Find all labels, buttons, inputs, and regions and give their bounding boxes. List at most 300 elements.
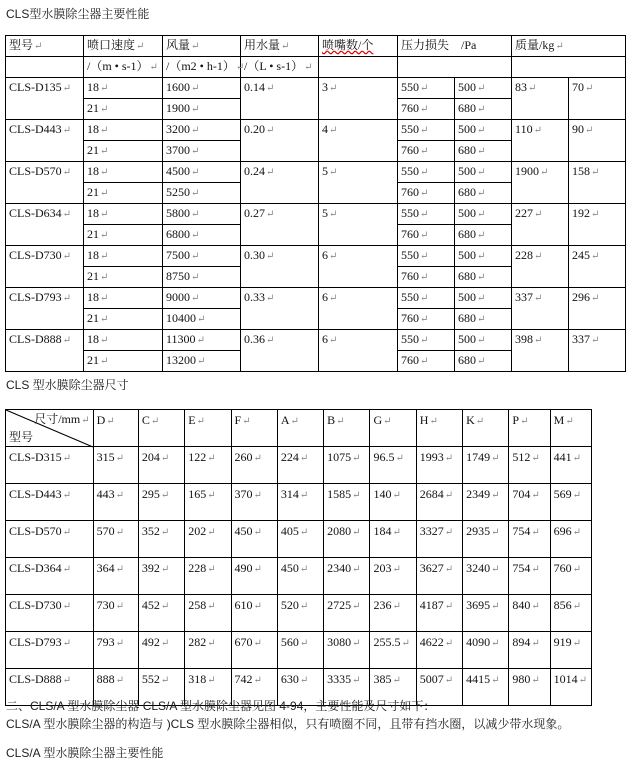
paragraph-mark-icon: ↵ [401,638,410,649]
model-cell [6,288,84,330]
dimension-value-cell [231,595,277,632]
air-volume-cell-text: 10400 [166,311,196,325]
dimension-value-cell [509,595,550,632]
dimension-value-cell-text: 840 [512,598,531,612]
paragraph-mark-icon: ↵ [299,527,309,538]
pressure-loss-b-cell-text: 680 [458,227,476,241]
dimension-value-cell-text: 315 [96,450,115,464]
mass-a-cell [512,246,569,288]
dimension-column-header-text: D [96,413,106,427]
dimension-table-body [6,410,592,706]
paragraph-mark-icon: ↵ [477,335,486,346]
paragraph-mark-icon: ↵ [444,490,454,501]
mass-b-cell-text: 337 [572,332,591,346]
dimension-column-header [463,410,509,447]
paragraph-mark-icon: ↵ [491,490,500,501]
paragraph-mark-icon: ↵ [100,125,109,136]
paragraph-mark-icon: ↵ [160,638,170,649]
paragraph-mark-icon: ↵ [299,638,309,649]
mass-b-cell [569,78,626,120]
speed-cell [84,99,163,120]
pressure-loss-a-cell [398,246,455,267]
mass-b-cell [569,246,626,288]
dimension-value-cell [509,521,550,558]
paragraph-mark-icon: ↵ [534,251,543,262]
dimension-value-cell-text: 405 [280,524,299,538]
dimension-column-header [416,410,462,447]
water-usage-cell [241,288,319,330]
paragraph-mark-icon: ↵ [329,167,338,178]
dimension-value-cell-text: 5007 [419,672,444,686]
dimension-value-cell [416,447,462,484]
paragraph-mark-icon: ↵ [572,638,582,649]
air-volume-cell [163,225,241,246]
paragraph-mark-icon: ↵ [115,601,124,612]
dimension-value-cell [93,447,138,484]
nozzle-count-cell-text: 6 [322,290,328,304]
paragraph-mark-icon: ↵ [352,675,361,686]
pressure-loss-a-cell [398,141,455,162]
air-volume-cell-text: 4500 [166,164,190,178]
paragraph-mark-icon: ↵ [253,490,262,501]
pressure-loss-a-cell-text: 760 [401,311,419,325]
dimension-value-cell-text: 560 [280,635,299,649]
paragraph-mark-icon: ↵ [336,416,345,427]
paragraph-mark-icon: ↵ [100,272,109,283]
paragraph-mark-icon: ↵ [62,209,72,220]
paragraph-mark-icon: ↵ [191,146,200,157]
dimension-value-cell-text: 3335 [327,672,352,686]
paragraph-mark-icon: ↵ [62,251,72,262]
paragraph-mark-icon: ↵ [62,490,72,501]
paragraph-mark-icon: ↵ [392,490,401,501]
header-air: 风量↵ [163,36,241,57]
model-cell [6,330,84,372]
paragraph-mark-icon: ↵ [477,167,486,178]
dimension-value-cell-text: 569 [553,487,572,501]
paragraph-mark-icon: ↵ [444,527,454,538]
section1-title: CLS型水膜除尘器主要性能 [6,7,150,21]
performance-table [5,35,626,372]
dimension-value-cell-text: 258 [188,598,207,612]
dimension-value-cell-text: 2684 [419,487,444,501]
mass-a-cell-text: 110 [515,122,533,136]
paragraph-mark-icon: ↵ [352,527,361,538]
dimension-value-cell-text: 570 [96,524,115,538]
dimension-row [6,521,592,558]
paragraph-mark-icon: ↵ [115,638,124,649]
pressure-loss-a-cell-text: 550 [401,164,419,178]
dimension-value-cell-text: 236 [373,598,392,612]
dimension-value-cell-text: 704 [512,487,531,501]
dimension-corner-cell [6,410,94,447]
dimension-value-cell [231,484,277,521]
dimension-value-cell-text: 4415 [466,672,491,686]
pressure-loss-a-cell-text: 760 [401,269,419,283]
dimension-value-cell [185,558,231,595]
dimension-value-cell-text: 1075 [327,450,352,464]
corner-size-label: 尺寸/mm↵ [34,412,90,426]
dimension-value-cell-text: 96.5 [373,450,395,464]
performance-row [6,78,626,99]
dimension-value-cell-text: 441 [553,450,572,464]
speed-cell [84,246,163,267]
paragraph-mark-icon: ↵ [100,356,109,367]
paragraph-mark-icon: ↵ [299,564,309,575]
speed-cell-text: 18 [87,290,99,304]
pressure-loss-b-cell [455,120,512,141]
dimension-model-cell-text: CLS-D443 [9,487,62,501]
speed-cell-text: 18 [87,122,99,136]
pressure-loss-a-cell-text: 550 [401,206,419,220]
unit-air: /（m2 • h-1）↵ [163,57,241,78]
dimension-column-header-text: C [141,413,150,427]
dimension-value-cell [138,447,184,484]
pressure-loss-a-cell-text: 760 [401,227,419,241]
dimension-model-cell [6,484,94,521]
dimension-value-cell [231,558,277,595]
dimension-value-cell [370,632,416,669]
dimension-model-cell [6,632,94,669]
paragraph-mark-icon: ↵ [329,125,338,136]
pressure-loss-b-cell [455,330,512,351]
pressure-loss-b-cell-text: 500 [458,332,476,346]
paragraph-mark-icon: ↵ [392,564,401,575]
mass-a-cell [512,330,569,372]
paragraph-mark-icon: ↵ [191,251,200,262]
dimension-column-header-text: G [373,413,383,427]
dimension-value-cell [550,669,591,706]
dimension-value-cell-text: 742 [234,672,253,686]
dimension-value-cell [463,521,509,558]
pressure-loss-a-cell [398,351,455,372]
paragraph-mark-icon: ↵ [191,209,200,220]
model-cell [6,204,84,246]
model-cell-text: CLS-D135 [9,80,62,94]
unit-nozzle-empty [319,57,398,78]
paragraph-mark-icon: ↵ [106,416,115,427]
speed-cell [84,162,163,183]
water-usage-cell [241,246,319,288]
pressure-loss-a-cell-text: 760 [401,353,419,367]
model-cell [6,246,84,288]
paragraph-mark-icon: ↵ [191,167,200,178]
paragraph-mark-icon: ↵ [100,251,109,262]
dimension-model-cell [6,595,94,632]
dimension-value-cell-text: 203 [373,561,392,575]
dimension-column-header [324,410,370,447]
dimension-value-cell [550,484,591,521]
dimension-value-cell [324,632,370,669]
dimension-value-cell [509,632,550,669]
air-volume-cell [163,99,241,120]
mass-b-cell [569,330,626,372]
paragraph-mark-icon: ↵ [253,527,262,538]
dimension-column-header [550,410,591,447]
paragraph-mark-icon: ↵ [62,453,72,464]
nozzle-count-cell [319,288,398,330]
dimension-value-cell [416,484,462,521]
nozzle-count-cell-text: 5 [322,164,328,178]
paragraph-mark-icon: ↵ [352,638,361,649]
paragraph-mark-icon: ↵ [207,601,216,612]
pressure-loss-b-cell-text: 500 [458,248,476,262]
pressure-loss-a-cell [398,204,455,225]
paragraph-mark-icon: ↵ [197,314,206,325]
paragraph-mark-icon: ↵ [444,601,454,612]
paragraph-mark-icon: ↵ [253,564,262,575]
paragraph-mark-icon: ↵ [572,490,582,501]
dimension-column-header-text: A [280,413,290,427]
paragraph-mark-icon: ↵ [266,83,275,94]
dimension-value-cell [324,595,370,632]
paragraph-mark-icon: ↵ [329,251,338,262]
paragraph-mark-icon: ↵ [578,675,588,686]
water-usage-cell [241,204,319,246]
paragraph-mark-icon: ↵ [531,527,540,538]
model-cell-text: CLS-D570 [9,164,62,178]
paragraph-mark-icon: ↵ [62,335,72,346]
paragraph-mark-icon: ↵ [207,527,216,538]
dimension-value-cell-text: 730 [96,598,115,612]
dimension-value-cell [138,521,184,558]
paragraph-mark-icon: ↵ [191,272,200,283]
dimension-value-cell-text: 2725 [327,598,352,612]
pressure-loss-b-cell [455,141,512,162]
model-cell [6,78,84,120]
dimension-value-cell-text: 4622 [419,635,444,649]
dimension-value-cell [370,447,416,484]
model-cell-text: CLS-D443 [9,122,62,136]
paragraph-mark-icon: ↵ [329,209,338,220]
speed-cell-text: 21 [87,101,99,115]
speed-cell-text: 21 [87,353,99,367]
dimension-value-cell [370,558,416,595]
pressure-loss-b-cell-text: 500 [458,206,476,220]
paragraph-mark-icon: ↵ [160,490,170,501]
header-nozzle: 喷嘴数/个 [319,36,398,57]
paragraph-mark-icon: ↵ [475,416,485,427]
dimension-value-cell [509,447,550,484]
dimension-value-cell-text: 856 [553,598,572,612]
paragraph-mark-icon: ↵ [253,453,262,464]
nozzle-count-cell [319,204,398,246]
dimension-column-header [93,410,138,447]
pressure-loss-a-cell [398,288,455,309]
dimension-value-cell [370,521,416,558]
pressure-loss-a-cell-text: 760 [401,185,419,199]
dimension-value-cell-text: 696 [553,524,572,538]
pressure-loss-a-cell-text: 550 [401,122,419,136]
dimension-value-cell-text: 202 [188,524,207,538]
mass-b-cell [569,162,626,204]
paragraph-mark-icon: ↵ [100,335,109,346]
dimension-value-cell [324,484,370,521]
dimension-value-cell-text: 492 [141,635,160,649]
paragraph-mark-icon: ↵ [477,209,486,220]
dimension-value-cell [93,558,138,595]
dimension-value-cell-text: 4187 [419,598,444,612]
paragraph-mark-icon: ↵ [591,167,600,178]
paragraph-mark-icon: ↵ [420,356,429,367]
paragraph-mark-icon: ↵ [531,453,540,464]
dimension-value-cell-text: 2080 [327,524,352,538]
paragraph-mark-icon: ↵ [392,527,401,538]
dimension-value-cell-text: 888 [96,672,115,686]
paragraph-mark-icon: ↵ [62,83,72,94]
paragraph-mark-icon: ↵ [266,125,275,136]
dimension-model-cell-text: CLS-D730 [9,598,62,612]
dimension-value-cell [277,484,323,521]
speed-cell [84,309,163,330]
air-volume-cell-text: 3700 [166,143,190,157]
paragraph-mark-icon: ↵ [572,564,582,575]
paragraph-mark-icon: ↵ [429,416,438,427]
water-usage-cell [241,78,319,120]
pressure-loss-a-cell [398,120,455,141]
paragraph-description: CLS/A 型水膜除尘器的构造与 )CLS 型水膜除尘器相似，只有喷圈不同，且带有挡水圈，以减少带水现象。 [6,717,570,731]
paragraph-mark-icon: ↵ [533,125,542,136]
paragraph-mark-icon: ↵ [62,125,72,136]
paragraph-mark-icon: ↵ [329,83,338,94]
dimension-value-cell [370,595,416,632]
mass-b-cell-text: 192 [572,206,591,220]
paragraph-mark-icon: ↵ [266,293,275,304]
nozzle-count-cell-text: 6 [322,332,328,346]
paragraph-mark-icon: ↵ [266,167,275,178]
mass-b-cell-text: 296 [572,290,591,304]
dimension-value-cell-text: 255.5 [373,635,401,649]
performance-row [6,162,626,183]
speed-cell-text: 21 [87,143,99,157]
pressure-loss-b-cell-text: 680 [458,101,476,115]
paragraph-mark-icon: ↵ [115,527,124,538]
dimension-column-header-text: B [327,413,336,427]
pressure-loss-b-cell [455,267,512,288]
dimension-value-cell-text: 512 [512,450,531,464]
paragraph-mark-icon: ↵ [62,564,72,575]
dimension-value-cell [509,484,550,521]
air-volume-cell-text: 9000 [166,290,190,304]
pressure-loss-a-cell [398,309,455,330]
paragraph-mark-icon: ↵ [591,251,600,262]
dimension-value-cell-text: 2340 [327,561,352,575]
paragraph-mark-icon: ↵ [420,83,429,94]
unit-model-empty [6,57,84,78]
speed-cell-text: 18 [87,164,99,178]
paragraph-mark-icon: ↵ [392,601,401,612]
paragraph-mark-icon: ↵ [352,564,361,575]
pressure-loss-a-cell-text: 550 [401,290,419,304]
speed-cell [84,351,163,372]
dimension-value-cell [416,558,462,595]
paragraph-mark-icon: ↵ [253,638,262,649]
dimension-value-cell-text: 260 [234,450,253,464]
paragraph-mark-icon: ↵ [299,675,309,686]
paragraph-mark-icon: ↵ [420,335,429,346]
pressure-loss-b-cell [455,78,512,99]
air-volume-cell [163,162,241,183]
dimension-value-cell-text: 610 [234,598,253,612]
dimension-value-cell [231,521,277,558]
paragraph-mark-icon: ↵ [477,104,486,115]
dimension-value-cell-text: 352 [141,524,160,538]
air-volume-cell-text: 6800 [166,227,190,241]
paragraph-mark-icon: ↵ [62,167,72,178]
speed-cell [84,288,163,309]
dimension-value-cell-text: 282 [188,635,207,649]
paragraph-mark-icon: ↵ [299,453,309,464]
dimension-row [6,595,592,632]
paragraph-mark-icon: ↵ [572,601,582,612]
paragraph-mark-icon: ↵ [444,638,454,649]
mass-a-cell-text: 83 [515,80,528,94]
paragraph-mark-icon: ↵ [352,601,361,612]
paragraph-mark-icon: ↵ [299,601,309,612]
speed-cell [84,330,163,351]
water-usage-cell-text: 0.30 [244,248,265,262]
paragraph-mark-icon: ↵ [207,453,216,464]
mass-a-cell-text: 227 [515,206,534,220]
performance-row [6,246,626,267]
dimension-value-cell-text: 670 [234,635,253,649]
paragraph-mark-icon: ↵ [477,83,486,94]
paragraph-mark-icon: ↵ [207,564,216,575]
paragraph-mark-icon: ↵ [62,638,72,649]
dimension-value-cell [550,521,591,558]
speed-cell-text: 21 [87,269,99,283]
paragraph-mark-icon: ↵ [62,527,72,538]
paragraph-mark-icon: ↵ [160,453,170,464]
dimension-value-cell-text: 980 [512,672,531,686]
model-cell [6,162,84,204]
paragraph-mark-icon: ↵ [591,335,600,346]
dimension-value-cell [324,447,370,484]
mass-b-cell-text: 245 [572,248,591,262]
air-volume-cell-text: 3200 [166,122,190,136]
pressure-loss-b-cell-text: 680 [458,269,476,283]
paragraph-mark-icon: ↵ [329,335,338,346]
dimension-model-cell-text: CLS-D315 [9,450,62,464]
paragraph-mark-icon: ↵ [242,416,251,427]
paragraph-mark-icon: ↵ [477,314,486,325]
dimension-value-cell-text: 295 [141,487,160,501]
dimension-value-cell-text: 228 [188,561,207,575]
paragraph-mark-icon: ↵ [62,293,72,304]
dimension-value-cell [185,632,231,669]
dimension-value-cell-text: 314 [280,487,299,501]
paragraph-mark-icon: ↵ [534,209,543,220]
paragraph-mark-icon: ↵ [585,83,594,94]
pressure-loss-b-cell-text: 680 [458,353,476,367]
dimension-value-cell [138,595,184,632]
paragraph-mark-icon: ↵ [531,490,540,501]
dimension-column-header-text: F [234,413,242,427]
dimension-table [5,409,592,706]
dimension-value-cell-text: 450 [234,524,253,538]
paragraph-mark-icon: ↵ [531,638,540,649]
paragraph-mark-icon: ↵ [444,453,454,464]
header-mass: 质量/kg↵ [512,36,626,57]
model-cell-text: CLS-D730 [9,248,62,262]
nozzle-count-cell [319,246,398,288]
mass-a-cell [512,78,569,120]
pressure-loss-a-cell-text: 550 [401,80,419,94]
nozzle-count-cell-text: 3 [322,80,328,94]
dimension-value-cell [93,521,138,558]
paragraph-mark-icon: ↵ [420,272,429,283]
dimension-value-cell-text: 4090 [466,635,491,649]
